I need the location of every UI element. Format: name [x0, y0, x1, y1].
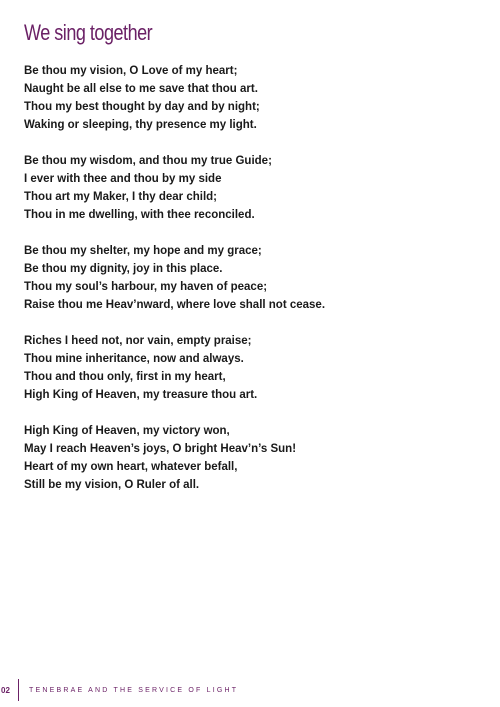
hymn-line: Still be my vision, O Ruler of all.: [24, 479, 200, 491]
stanza-2: [24, 152, 484, 224]
hymn-text: [24, 62, 484, 512]
hymn-line: Thou my soul’s harbour, my haven of peace;: [24, 281, 268, 293]
footer-title: TENEBRAE AND THE SERVICE OF LIGHT: [29, 686, 239, 694]
hymn-line: Naught be all else to me save that thou art.: [24, 83, 258, 95]
hymn-line: Riches I heed not, nor vain, empty praise;: [24, 335, 252, 347]
hymn-line: May I reach Heaven’s joys, O bright Heav’n’s Sun!: [24, 443, 297, 455]
hymn-line: Thou and thou only, first in my heart,: [24, 371, 226, 383]
stanza-3: [24, 242, 484, 314]
hymn-line: High King of Heaven, my treasure thou art.: [24, 389, 258, 401]
page-footer: [0, 681, 238, 699]
hymn-line: Be thou my wisdom, and thou my true Guide;: [24, 155, 272, 167]
stanza-4: [24, 332, 484, 404]
hymn-line: Be thou my shelter, my hope and my grace;: [24, 245, 262, 257]
hymn-line: Be thou my dignity, joy in this place.: [24, 263, 223, 275]
hymn-line: Be thou my vision, O Love of my heart;: [24, 65, 238, 77]
hymn-line: Thou mine inheritance, now and always.: [24, 353, 244, 365]
hymn-line: Thou in me dwelling, with thee reconciled.: [24, 209, 255, 221]
hymn-line: Raise thou me Heav’nward, where love shall not cease.: [24, 299, 326, 311]
page-number: 02: [1, 685, 10, 695]
stanza-1: [24, 62, 484, 134]
hymn-line: Heart of my own heart, whatever befall,: [24, 461, 238, 473]
footer-divider: [18, 679, 19, 701]
hymn-line: Thou my best thought by day and by night;: [24, 101, 260, 113]
hymn-line: I ever with thee and thou by my side: [24, 173, 222, 185]
hymn-line: Thou art my Maker, I thy dear child;: [24, 191, 217, 203]
hymn-line: High King of Heaven, my victory won,: [24, 425, 230, 437]
hymn-line: Waking or sleeping, thy presence my light.: [24, 119, 257, 131]
stanza-5: [24, 422, 484, 494]
page-title: We sing together: [24, 20, 153, 45]
